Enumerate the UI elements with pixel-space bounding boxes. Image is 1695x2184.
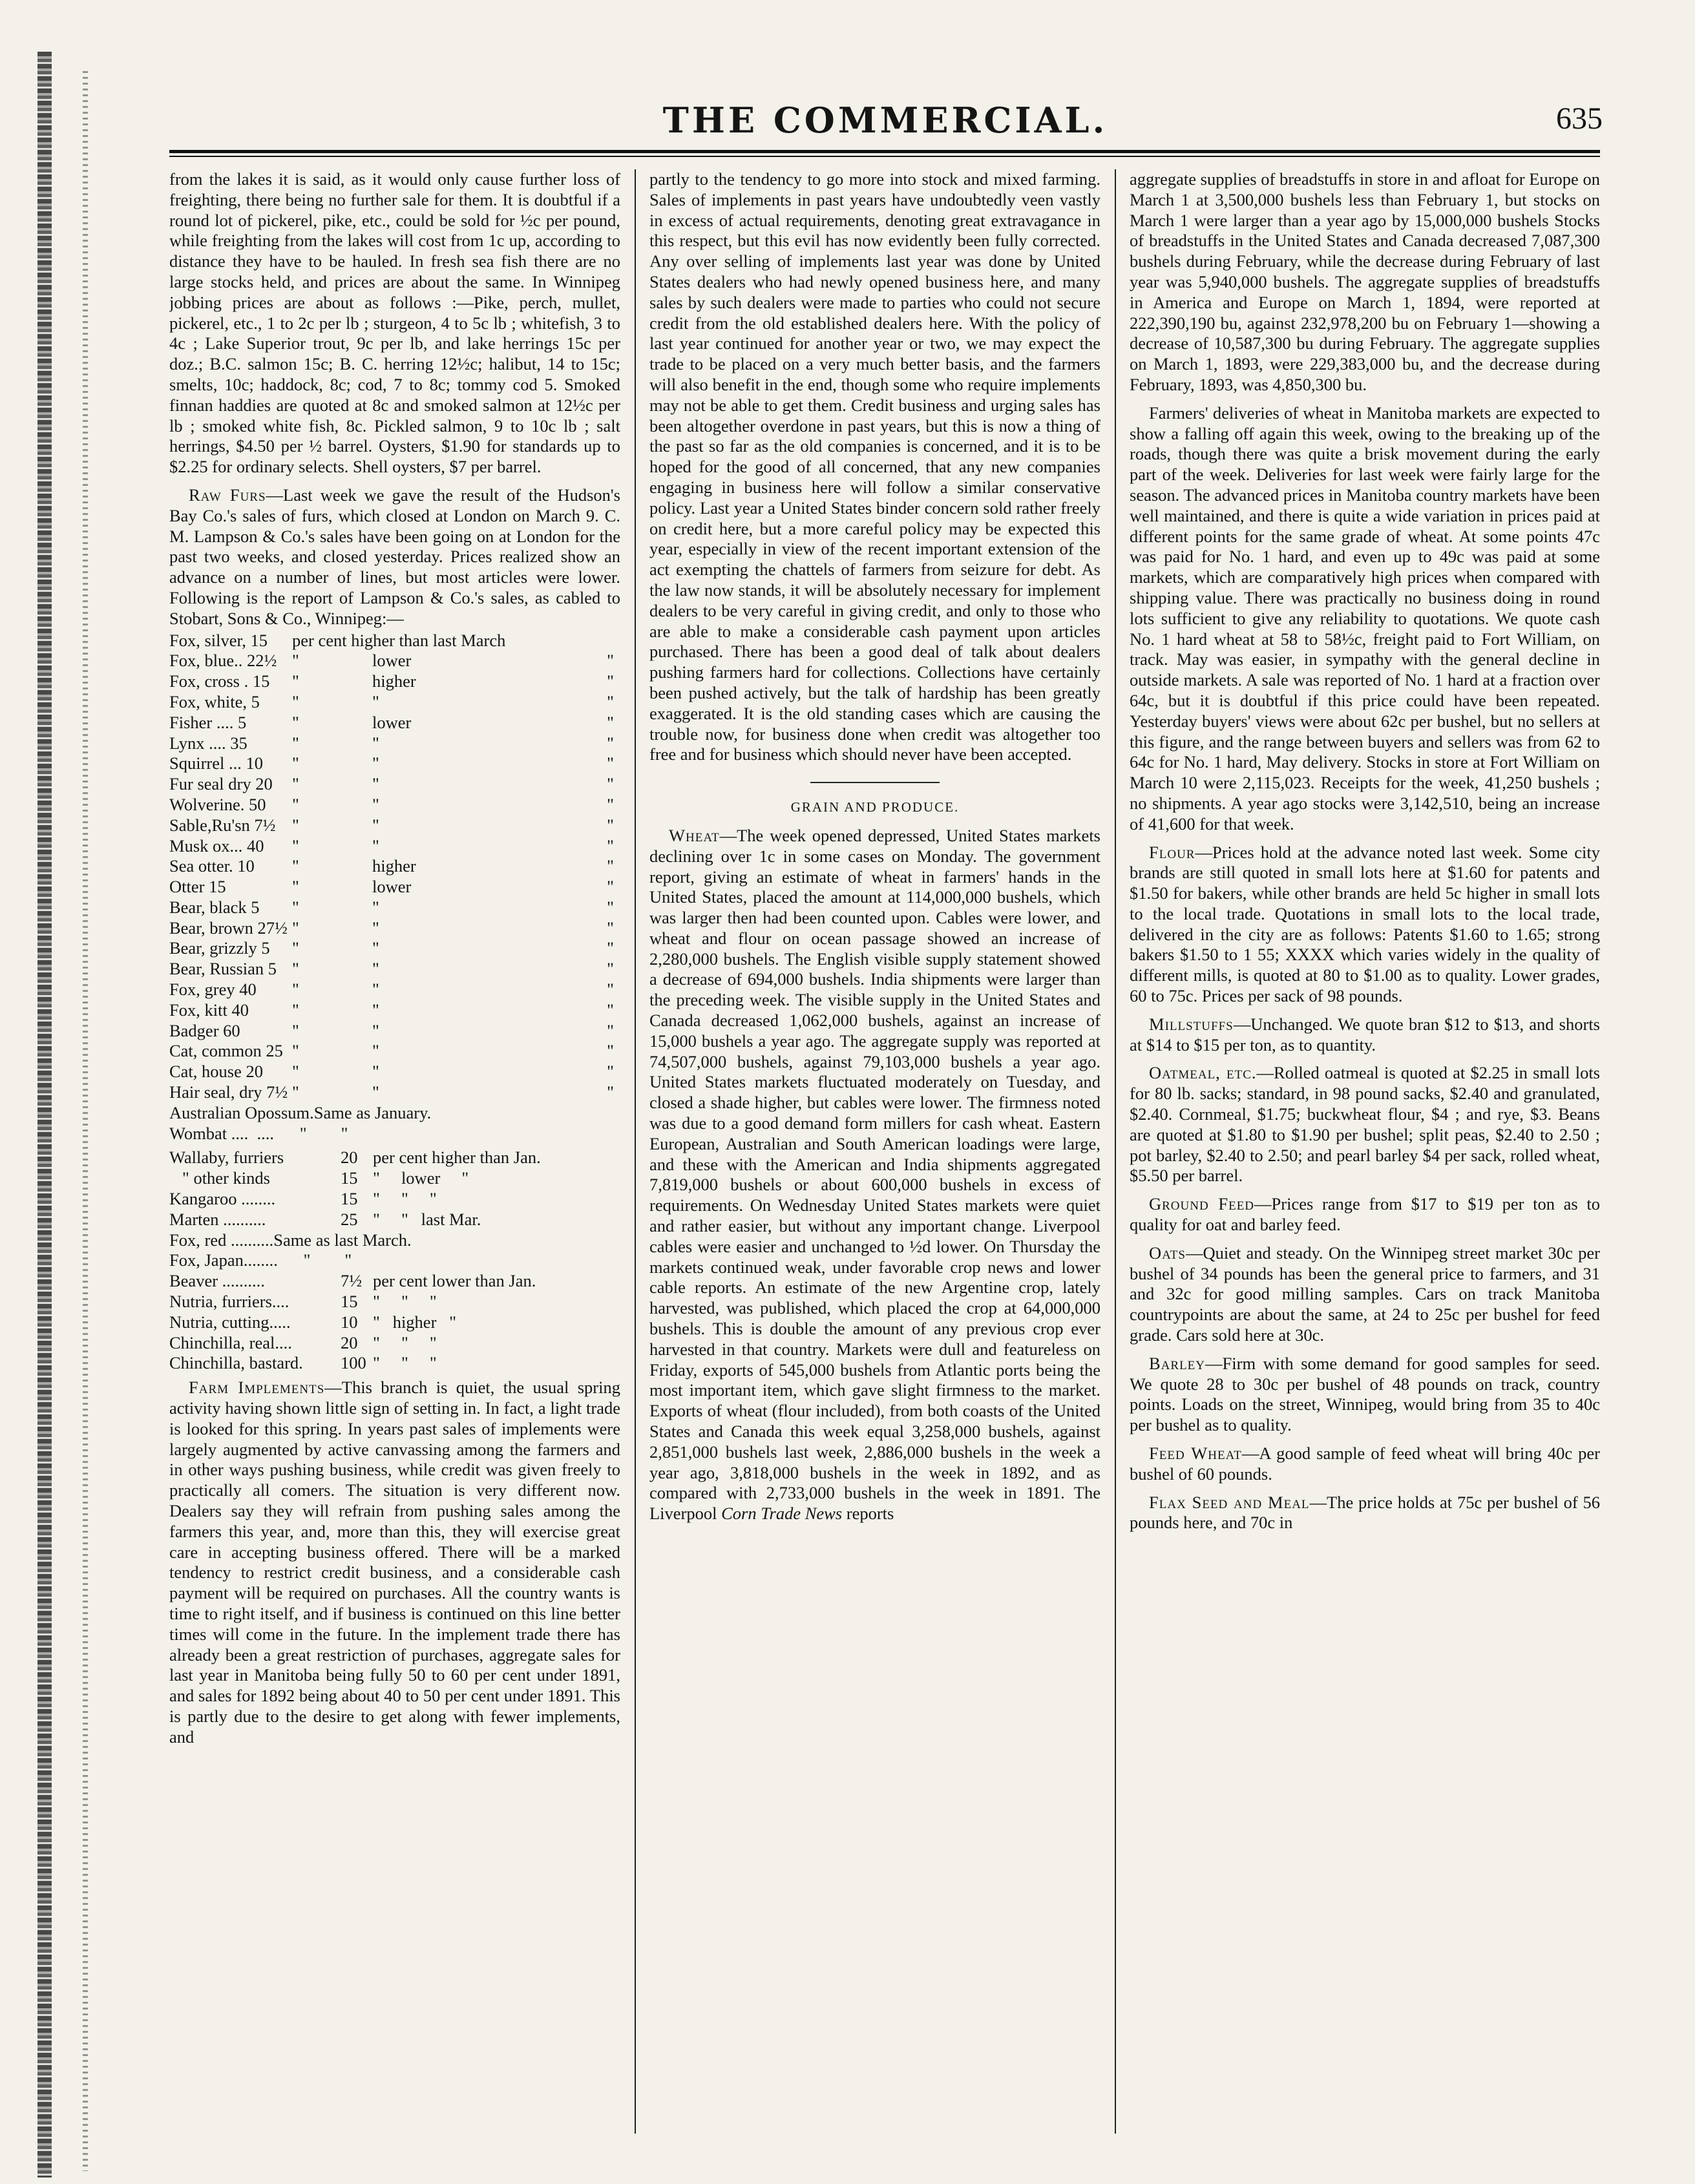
- fur-sales-table-2: [169, 1148, 620, 1374]
- breadstuffs-paragraph: aggregate supplies of breadstuffs in store in and afloat for Europe on March 1 at 3,500,000 bushels less than February 1, but stocks on March 1 were larger than a year ago by 15,000,000 bushels Stocks of breadstuffs in the United States and Canada decreased 7,087,300 bushels during February, while the decrease during February of last year was 5,940,000 bushels. The aggregate supplies of breadstuffs in America and Europe on March 1, 1894, were reported at 222,390,190 bu, against 232,978,200 bu on February 1—showing a decrease of 10,587,300 bu during February. The aggregate supplies on March 1, 1893, were 229,383,000 bu, and the decrease during February, 1893, was 4,850,300 bu.: [1130, 169, 1600, 394]
- table-row: Bear, Russian 5 " " ": [169, 959, 614, 979]
- table-row: [169, 1250, 620, 1271]
- fur-name: Bear, grizzly 5: [169, 938, 270, 958]
- table-row: Nutria, cutting..... 10 " higher ": [169, 1312, 457, 1332]
- fur-name: Fox, blue.. 22½: [169, 651, 277, 671]
- table-row: Beaver .......... 7½ per cent lower than Jan.: [169, 1271, 536, 1291]
- fur-name: Sea otter. 10: [169, 856, 255, 876]
- millstuffs-paragraph: [1130, 1014, 1600, 1056]
- header-rule-thick: [169, 150, 1600, 153]
- feed-wheat-text: —A good sample of feed wheat will bring 40c per bushel of 60 pounds.: [1130, 1444, 1600, 1484]
- fur-name: Bear, black 5: [169, 897, 260, 917]
- table-row: Fox, blue.. 22½ " lower ": [169, 651, 614, 671]
- oats-paragraph: [1130, 1243, 1600, 1346]
- column-2: [649, 169, 1100, 2134]
- table-row: Bear, black 5 " " ": [169, 897, 614, 917]
- masthead: [168, 97, 1603, 142]
- raw-furs-paragraph: [169, 485, 620, 629]
- table-row: Fox, grey 40 " " ": [169, 980, 614, 1000]
- ground-feed-lead: Ground Feed: [1149, 1194, 1255, 1214]
- fur-line-foxjapan: Fox, Japan........ " ": [169, 1250, 352, 1270]
- table-row: " other kinds 15 " lower ": [182, 1168, 469, 1188]
- farmers-deliveries-paragraph: Farmers' deliveries of wheat in Manitoba markets are expected to show a falling off again this week, owing to the breaking up of the roads, though there was quite a brisk movement during the early part of the week. Deliveries for last week were fairly large for the season. The advanced prices in Manitoba country markets have been well maintained, and there is quite a wide variation in prices paid at different points for the same grade of wheat. At some points 47c was paid for No. 1 hard, and even up to 49c was paid at some markets, which are comparatively high prices when compared with shipping value. There was practically no business doing in round lots sufficient to give any reliability to quotations. We quote cash No. 1 hard wheat at 58 to 58½c, freight paid to Fort William, on track. May was easier, in sympathy with the general decline in outside markets. A sale was reported of No. 1 hard at a fraction over 64c, but it is doubtful if this price could have been repeated. Yesterday buyers' views were about 62c per bushel, but no sellers at this figure, and the range between buyers and sellers was from 62 to 64c for No. 1 hard, May delivery. Stocks in store at Fort William on March 10 were 2,115,023. Receipts for the week, 41,250 bushels ; no shipments. A year ago stocks were 3,142,510, being an increase of 41,600 for that week.: [1130, 403, 1600, 834]
- section-heading-grain: GRAIN AND PRODUCE.: [790, 799, 960, 815]
- table-row: Squirrel ... 10 " " ": [169, 753, 614, 773]
- page-number: 635: [1556, 101, 1603, 136]
- fur-change: per cent higher than last March: [292, 630, 506, 650]
- table-row: Wolverine. 50 " " ": [169, 794, 614, 814]
- fur-name: Otter 15: [169, 877, 226, 897]
- table-row: Kangaroo ........ 15 " " ": [169, 1189, 437, 1209]
- fur-name: Fox, kitt 40: [169, 1000, 249, 1020]
- table-row: Sea otter. 10 " higher ": [169, 856, 614, 876]
- column-separator-2: [1115, 169, 1116, 2134]
- table-row: Nutria, furriers.... 15 " " ": [169, 1292, 437, 1312]
- fur-name: Lynx .... 35: [169, 733, 247, 753]
- ground-feed-paragraph: [1130, 1194, 1600, 1235]
- fur-name: Sable,Ru'sn 7½: [169, 815, 276, 835]
- column-1: [169, 169, 620, 2134]
- fur-name: Squirrel ... 10: [169, 753, 263, 773]
- fur-name: Cat, common 25: [169, 1041, 283, 1061]
- barley-lead: Barley: [1149, 1353, 1206, 1373]
- flax-seed-lead: Flax Seed and Meal: [1149, 1492, 1310, 1512]
- table-row: Hair seal, dry 7½ " " ": [169, 1082, 614, 1102]
- fur-name: Badger 60: [169, 1020, 240, 1040]
- publication-title: THE COMMERCIAL.: [662, 100, 1108, 141]
- header-rule-thin: [169, 156, 1600, 157]
- feed-wheat-lead: Feed Wheat: [1149, 1444, 1242, 1464]
- table-row: Cat, common 25 " " ": [169, 1041, 614, 1061]
- table-row: Fur seal dry 20 " " ": [169, 774, 614, 794]
- flour-text: —Prices hold at the advance noted last week. Some city brands are still quoted in small lots here at $1.60 for patents and $1.50 for bakers, while other brands are held 5c higher in small lots to the local trade. Quotations in small lots to the local trade, delivered in the city are as follows: Patents $1.60 to 1.65; strong bakers $1.50 to 1 55; XXXX which varies widely in the quality of different mills, is quoted at 80 to $1.00 as to quality. Lower grades, 60 to 75c. Prices per sack of 98 pounds.: [1130, 842, 1600, 1006]
- fur-line-opossum: Australian Opossum.Same as January.: [169, 1102, 432, 1122]
- table-row: Lynx .... 35 " " ": [169, 733, 614, 753]
- feed-wheat-paragraph: [1130, 1444, 1600, 1485]
- oats-text: —Quiet and steady. On the Winnipeg street market 30c per bushel of 34 pounds has been the general price to farmers, and 31 and 32c for good milling samples. Cars on track Manitoba countrypoints are about the same, at 24 to 25c per bushel for feed grade. Cars sold here at 30c.: [1130, 1243, 1600, 1345]
- flour-paragraph: [1130, 843, 1600, 1007]
- table-row: Fisher .... 5 " lower ": [169, 712, 614, 732]
- millstuffs-lead: Millstuffs: [1149, 1014, 1234, 1034]
- wheat-paragraph: [649, 826, 1100, 1524]
- table-row: [169, 1103, 620, 1124]
- table-row: [169, 1124, 620, 1144]
- column-separator-1: [635, 169, 636, 2134]
- fur-name: Cat, house 20: [169, 1062, 263, 1082]
- flax-seed-paragraph: [1130, 1493, 1600, 1534]
- oatmeal-paragraph: [1130, 1063, 1600, 1186]
- oatmeal-lead: Oatmeal, etc.: [1149, 1063, 1257, 1083]
- table-row: Bear, grizzly 5 " " ": [169, 938, 614, 958]
- fur-name: Bear, brown 27½: [169, 918, 288, 938]
- table-row: Bear, brown 27½ " " ": [169, 918, 614, 938]
- wheat-italic-source: Corn Trade News: [721, 1504, 843, 1524]
- table-row: [169, 1230, 620, 1251]
- wheat-lead: Wheat: [669, 825, 720, 845]
- ground-feed-text: —Prices range from $17 to $19 per ton as to quality for oat and barley feed.: [1130, 1194, 1600, 1235]
- flax-seed-text: —The price holds at 75c per bushel of 56 pounds here, and 70c in: [1130, 1492, 1600, 1533]
- table-row: Fox, kitt 40 " " ": [169, 1000, 614, 1020]
- fur-name: Fur seal dry 20: [169, 774, 273, 794]
- fur-name: Fox, grey 40: [169, 980, 257, 1000]
- fish-prices-paragraph: from the lakes it is said, as it would only cause further loss of freighting, there being no further sale for them. It is doubtful if a round lot of pickerel, pike, etc., could be sold for ½c per pound, while freighting from the lakes will cost from 1c up, according to distance they have to be hauled. In fresh sea fish there are no large stocks held, and prices are about the same. In Winnipeg jobbing prices are about as follows :—Pike, perch, mullet, pickerel, etc., 1 to 2c per lb ; sturgeon, 4 to 5c lb ; whitefish, 3 to 4c ; Lake Superior trout, 9c per lb, and lake herrings 15c per doz.; B.C. salmon 15c; B. C. herring 12½c; halibut, 14 to 15c; smelts, 10c; haddock, 8c; cod, 7 to 8c; tommy cod 5. Smoked finnan haddies are quoted at 8c and smoked salmon at 12½c per lb ; smoked white fish, 8c. Pickled salmon, 9 to 10c lb ; salt herrings, $4.50 per ½ barrel. Oysters, $1.90 for standards up to $2.25 for ordinary selects. Shell oysters, $7 per barrel.: [169, 169, 620, 477]
- fur-line-foxred: Fox, red ..........Same as last March.: [169, 1230, 412, 1250]
- table-row: Musk ox... 40 " " ": [169, 835, 614, 856]
- farm-implements-text: —This branch is quiet, the usual spring activity having shown little sign of setting in. In fact, a light trade is looked for this spring. In years past sales of implements were largely augmented by active canvassing among the farmers and in other ways pushing business, while credit was given freely to practically all comers. The situation is very different now. Dealers say they will refrain from pushing sales among the farmers this year, and, more than this, they will exercise great care in accepting business offered. There will be a marked tendency to restrict credit business, and a considerable cash payment will be required on purchases. All the country wants is time to right itself, and if business is continued on this line better times will come in the future. In the implement trade there has already been a great restriction of purchases, aggregate sales for last year in Manitoba being fully 50 to 60 per cent under 1891, and sales for 1892 being about 40 to 50 per cent under 1891. This is partly due to the desire to get along with fewer implements, and: [169, 1378, 620, 1747]
- section-divider: [810, 782, 940, 783]
- fur-sales-table: [169, 631, 620, 1144]
- fur-line-wombat: Wombat .... .... " ": [169, 1123, 348, 1143]
- table-row: Cat, house 20 " " ": [169, 1062, 614, 1082]
- table-row: Fox, white, 5 " " ": [169, 691, 614, 711]
- table-row: Badger 60 " " ": [169, 1020, 614, 1040]
- raw-furs-text: —Last week we gave the result of the Hudson's Bay Co.'s sales of furs, which closed at London on March 9. C. M. Lampson & Co.'s sales have been going on at London for the past two weeks, and closed yesterday. Prices realized show an advance on a number of lines, but most articles were lower. Following is the report of Lampson & Co.'s sales, as cabled to Stobart, Sons & Co., Winnipeg:—: [169, 485, 620, 628]
- column-3: [1130, 169, 1600, 2134]
- table-row: [169, 631, 620, 651]
- fur-name: Wolverine. 50: [169, 794, 266, 814]
- millstuffs-text: —Unchanged. We quote bran $12 to $13, and shorts at $14 to $15 per ton, as to quantity.: [1130, 1014, 1600, 1055]
- barley-text: —Firm with some demand for good samples for seed. We quote 28 to 30c per bushel of 48 pounds on track, country points. Loads on the street, Winnipeg, would bring from 35 to 40c per bushel as to quality.: [1130, 1353, 1600, 1435]
- fur-name: Hair seal, dry 7½: [169, 1082, 288, 1102]
- fur-name: Bear, Russian 5: [169, 959, 277, 979]
- wheat-text: —The week opened depressed, United States markets declining over 1c in some cases on Monday. The government report, giving an estimate of wheat in farmers' hands in the United States, placed the amount at 114,000,000 bushels, which was larger then had been counted upon. Cables were lower, and wheat and flour on ocean passage showed an increase of 2,280,000 bushels. The English visible supply statement showed a decrease of 694,000 bushels. India shipments were larger than the preceding week. The visible supply in the United States and Canada decreased 1,062,000 bushels, against an increase of 15,000 bushels a year ago. The aggregate supply was reported at 74,507,000 bushels, against 79,103,000 bushels a year ago. United States markets fluctuated moderately on Tuesday, and closed a shade higher, but cables were lower. The firmness noted was due to a good demand form millers for cash wheat. Eastern European, Australian and South American loadings were large, and these with the American and India shipments aggregated 7,819,000 bushels or about 600,000 bushels in excess of requirements. On Wednesday United States markets were quiet and rather easier, but without any important change. Liverpool cables were easier and unchanged to ½d lower. On Thursday the markets continued weak, under favorable crop news and lower cable reports. An estimate of the new Argentine crop, lately harvested, was published, which placed the crop at 64,000,000 bushels. This is double the amount of any previous crop ever harvested in that country. Markets were dull and featureless on Friday, exports of 545,000 bushels from Atlantic ports being the most important item, which gave slight firmness to the market. Exports of wheat (flour included), from both coasts of the United States and Canada this week equal 3,258,000 bushels, against 2,851,000 bushels last week, 2,886,000 bushels in the week a year ago, 3,818,000 bushels in the week in 1892, and as compared with 2,733,000 bushels in the week in 1891. The Liverpool: [649, 825, 1100, 1524]
- barley-paragraph: [1130, 1354, 1600, 1436]
- wheat-end: reports: [842, 1504, 894, 1524]
- fur-name: Fox, cross . 15: [169, 671, 270, 691]
- table-row: Otter 15 " lower ": [169, 877, 614, 897]
- farm-implements-paragraph: [169, 1378, 620, 1747]
- table-row: Wallaby, furriers 20 per cent higher than Jan.: [169, 1148, 541, 1168]
- table-row: Sable,Ru'sn 7½ " " ": [169, 815, 614, 835]
- table-row: Marten .......... 25 " " last Mar.: [169, 1209, 481, 1229]
- table-row: Chinchilla, bastard. 100 " " ": [169, 1353, 437, 1373]
- implements-continued-paragraph: partly to the tendency to go more into stock and mixed farming. Sales of implements in past years have undoubtedly veen vastly in excess of actual requirements, denoting great extravagance in this respect, but this evil has now evidently been fully corrected. Any over selling of implements last year was done by United States dealers who had newly opened business here, and many sales by such dealers were made to parties who could not secure credit from the old established dealers here. With the policy of last year continued for another year or two, we may expect the trade to be placed on a very much better basis, and the farmers will also benefit in the end, though some who require implements may not be able to get them. Credit business and urging sales has been altogether overdone in past years, but this is now a thing of the past so far as the old companies is concerned, and it is to be hoped for the good of all concerned, that any new companies engaging in business here will follow a similar conservative policy. Last year a United States binder concern sold rather freely on credit here, but a more careful policy may be expected this year, especially in view of the recent important extension of the act exempting the chattels of farmers from seizure for debt. As the law now stands, it will be absolutely necessary for implement dealers to be very careful in giving credit, and only to those who are able to make a considerable cash payment upon articles purchased. There has been a good deal of talk about dealers pushing farmers hard for collections. Collections have certainly been pushed actively, but the talk of hardship has been greatly exaggerated. It is the old standing cases which are causing the trouble now, for business done when credit was altogether too free and for business which should never have been accepted.: [649, 169, 1100, 764]
- farm-implements-lead: Farm Implements: [189, 1378, 325, 1398]
- fur-name: Fox, white, 5: [169, 691, 260, 711]
- fur-name: Fox, silver, 15: [169, 630, 268, 650]
- raw-furs-lead: Raw Furs: [189, 485, 266, 505]
- binding-edge: [37, 52, 52, 2178]
- fur-name: Musk ox... 40: [169, 835, 264, 856]
- fur-name: Fisher .... 5: [169, 712, 247, 732]
- table-row: Fox, cross . 15 " higher ": [169, 671, 614, 691]
- oatmeal-text: —Rolled oatmeal is quoted at $2.25 in small lots for 80 lb. sacks; standard, in 98 pound sacks, $2.40 and granulated, $2.40. Cornmeal, $1.75; buckwheat flour, $4 ; and rye, $3. Beans are quoted at $1.80 to $1.90 per bushel; split peas, $2.40 to 2.50 ; pot barley, $2.40 to 2.50; and pearl barley $4 per sack, rolled wheat, $5.50 per barrel.: [1130, 1063, 1600, 1186]
- table-row: Chinchilla, real.... 20 " " ": [169, 1332, 437, 1352]
- flour-lead: Flour: [1149, 842, 1195, 862]
- binding-stitching: [83, 71, 88, 2171]
- oats-lead: Oats: [1149, 1243, 1186, 1263]
